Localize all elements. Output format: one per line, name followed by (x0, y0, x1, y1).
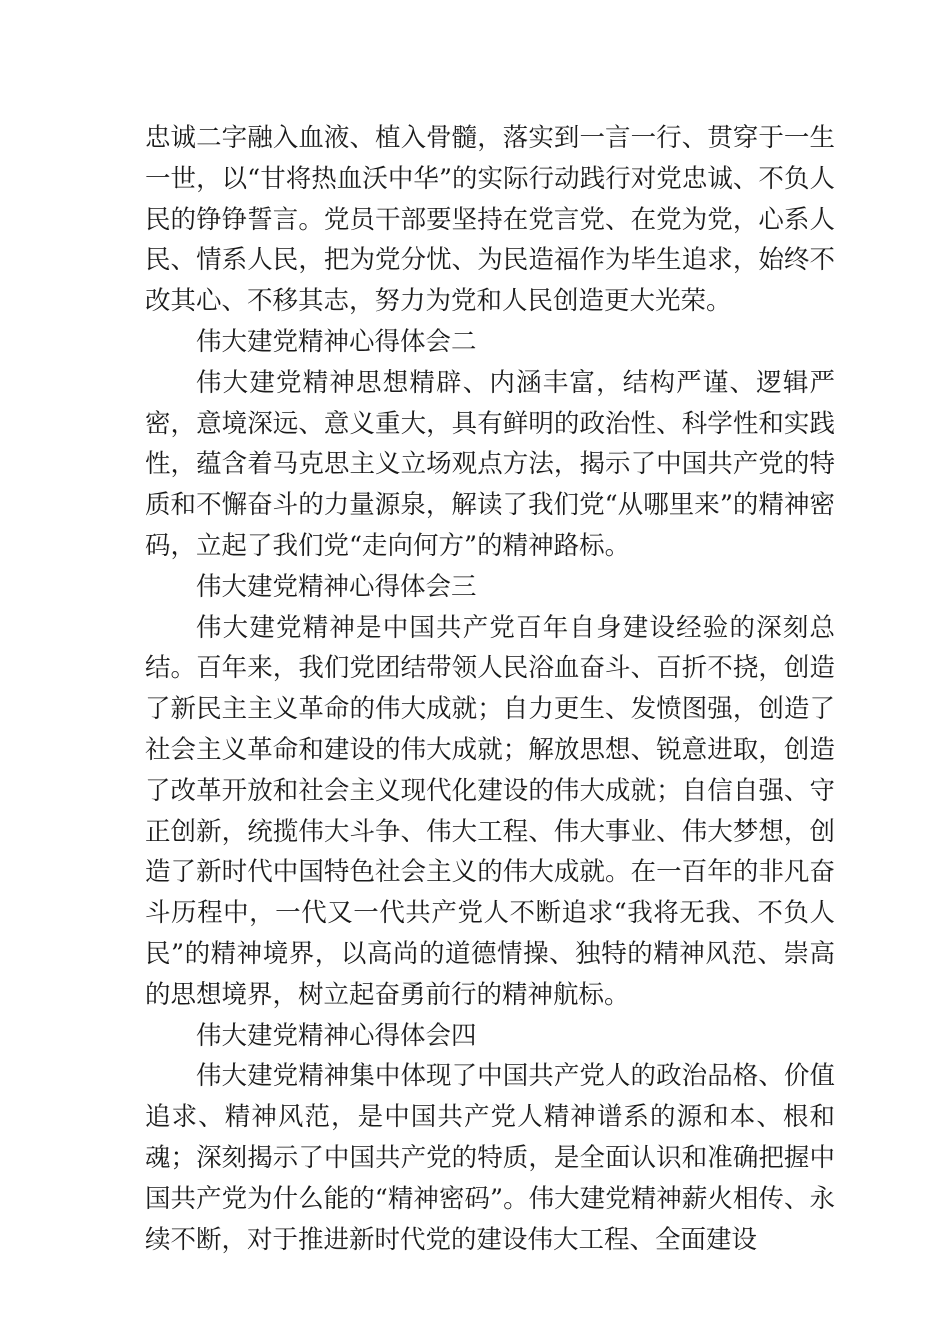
document-body (145, 118, 835, 1260)
section-heading-3: 伟大建党精神心得体会三 (196, 571, 477, 602)
section-heading-4: 伟大建党精神心得体会四 (196, 1020, 477, 1051)
section-body-3: 伟大建党精神是中国共产党百年自身建设经验的深刻总结。百年来，我们党团结带领人民浴血奋斗、百折不挠，创造了新民主主义革命的伟大成就；自力更生、发愤图强，创造了社会主义革命和建设的伟大成就；解放思想、锐意进取，创造了改革开放和社会主义现代化建设的伟大成就；自信自强、守正创新，统揽伟大斗争、伟大工程、伟大事业、伟大梦想，创造了新时代中国特色社会主义的伟大成就。在一百年的非凡奋斗历程中，一代又一代共产党人不断追求“我将无我、不负人民”的精神境界，以高尚的道德情操、独特的精神风范、崇高的思想境界，树立起奋勇前行的精神航标。 (145, 612, 835, 1010)
section-body-2: 伟大建党精神思想精辟、内涵丰富，结构严谨、逻辑严密，意境深远、意义重大，具有鲜明的政治性、科学性和实践性，蕴含着马克思主义立场观点方法，揭示了中国共产党的特质和不懈奋斗的力量源泉，解读了我们党“从哪里来”的精神密码，立起了我们党“走向何方”的精神路标。 (145, 367, 835, 561)
paragraph-continuation: 忠诚二字融入血液、植入骨髓，落实到一言一行、贯穿于一生一世，以“甘将热血沃中华”的实际行动践行对党忠诚、不负人民的铮铮誓言。党员干部要坚持在党言党、在党为党，心系人民、情系人民，把为党分忧、为民造福作为毕生追求，始终不改其心、不移其志，努力为党和人民创造更大光荣。 (145, 123, 835, 317)
section-body-4: 伟大建党精神集中体现了中国共产党人的政治品格、价值追求、精神风范，是中国共产党人精神谱系的源和本、根和魂；深刻揭示了中国共产党的特质，是全面认识和准确把握中国共产党为什么能的“精神密码”。伟大建党精神薪火相传、永续不断，对于推进新时代党的建设伟大工程、全面建设 (145, 1061, 835, 1255)
section-heading-2: 伟大建党精神心得体会二 (196, 326, 477, 357)
